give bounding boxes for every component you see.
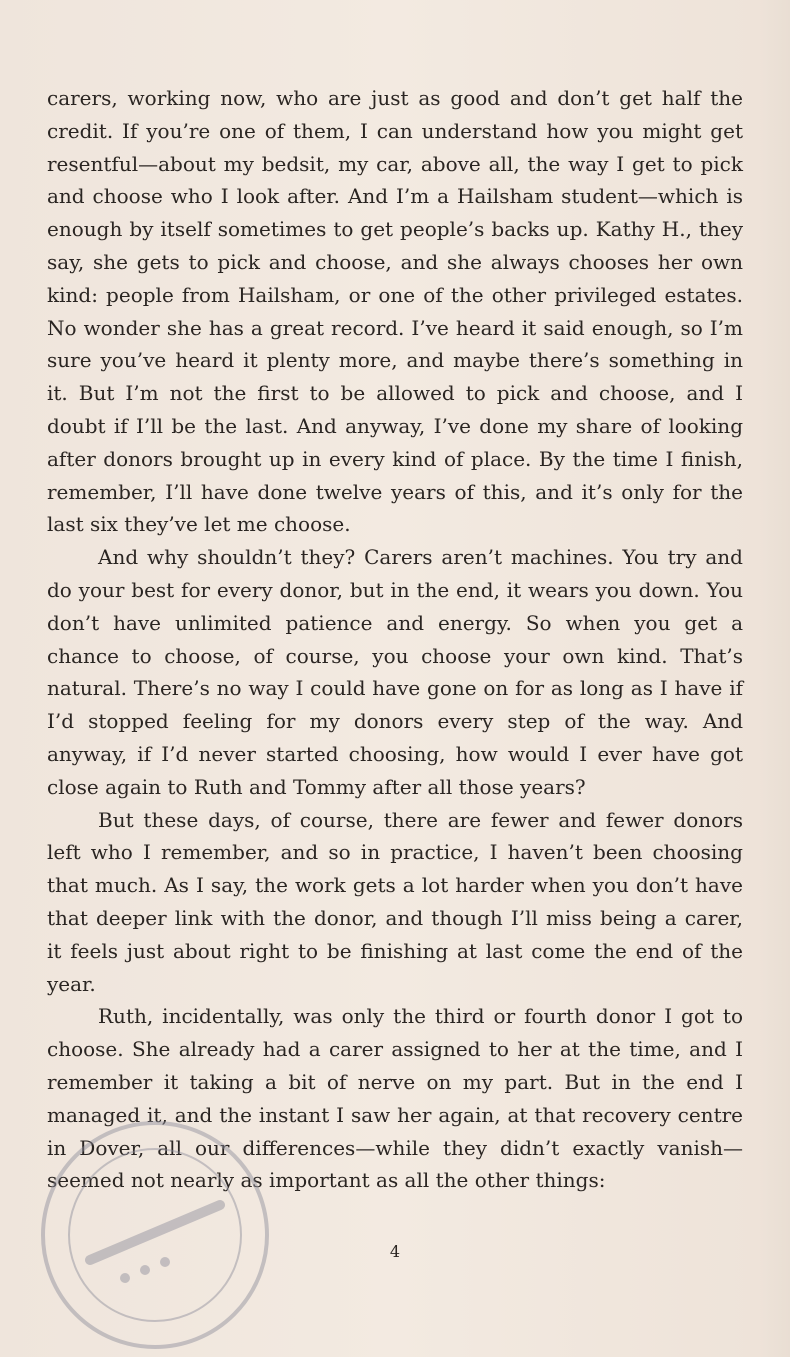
- page-number: 4: [389, 1242, 401, 1261]
- paragraph-4: Ruth, incidentally, was only the third or fourth donor I got to choose. She already had a carer assigned to her at the time, and I remember it taking a bit of nerve on my part. But in the end I managed it, and the instant I saw her again, at that recovery centre in Dover, all our differences—while they didn’t exactly vanish—seemed not nearly as important as all the other things:: [47, 1004, 743, 1193]
- paragraph-2: And why shouldn’t they? Carers aren’t machines. You try and do your best for every donor, but in the end, it wears you down. You don’t have unlimited patience and energy. So when you get a chance to choose, of course, you choose your own kind. That’s natural. There’s no way I could have gone on for as long as I have if I’d stopped feeling for my donors every step of the way. And anyway, if I’d never started choosing, how would I ever have got close again to Ruth and Tommy after all those years?: [47, 545, 743, 799]
- paragraph-3: But these days, of course, there are fewer and fewer donors left who I remember, and so in practice, I haven’t been choosing that much. As I say, the work gets a lot harder when you don’t have that deeper link with the donor, and though I’ll miss being a carer, it feels just about right to be finishing at last come the end of the year.: [47, 807, 743, 996]
- paragraph-1: carers, working now, who are just as good and don’t get half the credit. If you’re one of them, I can understand how you might get resentful—about my bedsit, my car, above all, the way I get to pick and choose who I look after. And I’m a Hailsham student—which is enough by itself sometimes to get people’s backs up. Kathy H., they say, she gets to pick and choose, and she always chooses her own kind: people from Hailsham, or one of the other privileged estates. No wonder she has a great record. I’ve heard it said enough, so I’m sure you’ve heard it plenty more, and maybe there’s something in it. But I’m not the first to be allowed to pick and choose, and I doubt if I’ll be the last. And anyway, I’ve done my share of looking after donors brought up in every kind of place. By the time I finish, remember, I’ll have done twelve years of this, and it’s only for the last six they’ve let me choose.: [47, 86, 743, 537]
- body-text: [47, 82, 743, 1197]
